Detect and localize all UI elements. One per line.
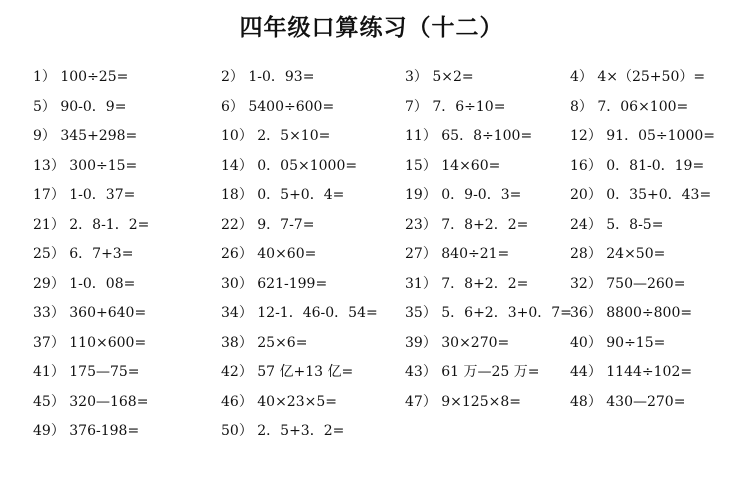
problem-item: 2） 1-0．93= (221, 69, 315, 85)
problem-item: 42） 57 亿+13 亿= (221, 364, 354, 380)
problem-item: 3） 5×2= (405, 69, 474, 85)
problem-item: 27） 840÷21= (405, 246, 510, 262)
problem-item: 28） 24×50= (570, 246, 666, 262)
problem-item: 4） 4×（25+50）= (570, 69, 706, 85)
problem-item: 32） 750—260= (570, 275, 686, 292)
problem-item: 19） 0．9-0．3= (405, 187, 522, 203)
problem-item: 10） 2．5×10= (221, 128, 331, 144)
problem-item: 39） 30×270= (405, 334, 510, 351)
problem-item: 22） 9．7-7= (221, 216, 315, 233)
problem-item: 25） 6．7+3= (33, 246, 134, 262)
problem-item: 49） 376-198= (33, 423, 140, 439)
problem-item: 13） 300÷15= (33, 157, 138, 174)
problem-item: 12） 91．05÷1000= (570, 128, 715, 144)
problem-item: 31） 7．8+2．2= (405, 275, 529, 292)
problem-item: 44） 1144÷102= (570, 364, 693, 380)
problem-item: 50） 2．5+3．2= (221, 423, 345, 439)
problem-item: 5） 90-0．9= (33, 98, 127, 115)
problem-item: 30） 621-199= (221, 275, 328, 292)
problem-item: 34） 12-1．46-0．54= (221, 305, 378, 321)
problem-item: 23） 7．8+2．2= (405, 216, 529, 233)
problem-item: 9） 345+298= (33, 128, 138, 144)
problem-item: 18） 0．5+0．4= (221, 187, 345, 203)
problem-grid (33, 63, 733, 447)
problem-item: 40） 90÷15= (570, 334, 666, 351)
problem-item: 24） 5．8-5= (570, 216, 664, 233)
problem-item: 11） 65．8÷100= (405, 128, 533, 144)
problem-item: 29） 1-0．08= (33, 275, 136, 292)
problem-item: 38） 25×6= (221, 334, 308, 351)
problem-item: 6） 5400÷600= (221, 98, 335, 115)
problem-item: 15） 14×60= (405, 157, 501, 174)
problem-item: 46） 40×23×5= (221, 393, 337, 410)
problem-item: 21） 2．8-1．2= (33, 216, 150, 233)
problem-item: 8） 7．06×100= (570, 98, 689, 115)
problem-item: 14） 0．05×1000= (221, 157, 358, 174)
problem-item: 7） 7．6÷10= (405, 98, 506, 115)
problem-item: 16） 0．81-0．19= (570, 157, 705, 174)
problem-item: 41） 175—75= (33, 364, 140, 380)
worksheet-title: 四年级口算练习（十二） (239, 15, 504, 41)
problem-item: 47） 9×125×8= (405, 393, 521, 410)
problem-item: 37） 110×600= (33, 334, 147, 351)
problem-item: 17） 1-0．37= (33, 187, 136, 203)
problem-item: 20） 0．35+0．43= (570, 187, 712, 203)
problem-item: 26） 40×60= (221, 246, 317, 262)
problem-item: 43） 61 万—25 万= (405, 364, 540, 380)
problem-item: 1） 100÷25= (33, 69, 129, 85)
problem-item: 45） 320—168= (33, 393, 149, 410)
problem-item: 35） 5．6+2．3+0．7= (405, 305, 572, 321)
problem-item: 36） 8800÷800= (570, 305, 693, 321)
problem-item: 33） 360+640= (33, 305, 147, 321)
problem-item: 48） 430—270= (570, 393, 686, 410)
